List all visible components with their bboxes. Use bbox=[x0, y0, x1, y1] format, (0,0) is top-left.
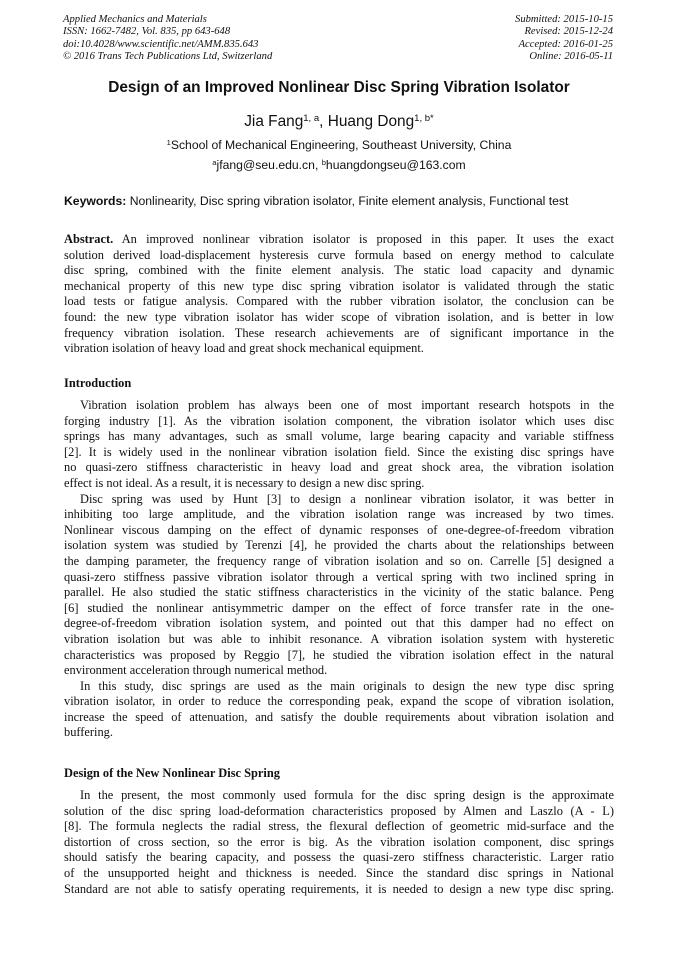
affiliation-sup: 1 bbox=[166, 137, 171, 147]
text-line: forging industry [1]. As the vibration isolation component, the vibration isolator which uses disc bbox=[64, 413, 614, 428]
affiliation-text: School of Mechanical Engineering, Southeast University, China bbox=[170, 138, 512, 152]
text-line: In the present, the most commonly used formula for the disc spring design is the approximate bbox=[80, 788, 614, 802]
text-line: frequency vibration isolation. These research achievements are of significant importance in the bbox=[64, 325, 614, 340]
section-design bbox=[64, 788, 614, 897]
revised-date: Revised: 2015-12-24 bbox=[524, 26, 613, 38]
text-line: In this study, disc springs are used as the main originals to design the new type disc spring bbox=[80, 678, 614, 693]
text-line: Standard are not able to satisfy operating requirements, it is needed to design a new type disc spring. bbox=[64, 881, 614, 896]
text-line: [6] studied the nonlinear antisymmetric damper on the effect of force transfer rate in the one- bbox=[64, 600, 614, 615]
text-line bbox=[64, 232, 614, 248]
text-line: solution derived load-displacement hysteresis curve formula based on energy method to calculate bbox=[64, 247, 614, 262]
emails bbox=[0, 158, 678, 172]
doi: doi:10.4028/www.scientific.net/AMM.835.643 bbox=[63, 38, 259, 50]
text-line: distortion of cross section, so the error is big. As the vibration isolation component, disc springs bbox=[64, 834, 614, 849]
author-sup: 1, a bbox=[303, 112, 320, 124]
text-line: vibration isolation but was able to inhibit resonance. A vibration isolation system with hysteretic bbox=[64, 631, 614, 646]
text-line: degree-of-freedom vibration isolation system, and pointed out that this damper had no effect on bbox=[64, 616, 614, 631]
affiliation bbox=[0, 138, 678, 152]
keywords-label: Keywords: bbox=[64, 194, 127, 208]
email-sup: a bbox=[212, 157, 217, 167]
abstract-text: An improved nonlinear vibration isolator is proposed in this paper. It uses the exact bbox=[113, 232, 614, 246]
keywords-text: Nonlinearity, Disc spring vibration isolator, Finite element analysis, Functional test bbox=[126, 194, 569, 208]
text-line: solution of the disc spring load-deformation characteristics proposed by Almen and Laszlo (A - L) bbox=[64, 803, 614, 818]
email-sup: b bbox=[321, 157, 326, 167]
section-introduction bbox=[64, 398, 614, 741]
text-line: load tests or fatigue analysis. Compared with the rubber vibration isolator, the conclusion can be bbox=[64, 294, 614, 309]
text-line: springs has many advantages, such as small volume, large bearing capacity and variable stiffness bbox=[64, 429, 614, 444]
author-sep: , bbox=[319, 113, 328, 130]
journal-info bbox=[63, 14, 272, 63]
section-heading-design: Design of the New Nonlinear Disc Spring bbox=[64, 766, 280, 780]
text-line: [2]. It is widely used in the nonlinear vibration isolation field. Since the existing disc springs have bbox=[64, 444, 614, 459]
author-sup: 1, b* bbox=[414, 112, 434, 124]
authors bbox=[0, 113, 678, 131]
text-line: vibration isolator, in order to reduce the corresponding peak, expand the scope of vibration isolation, bbox=[64, 694, 614, 709]
text-line: found: the new type vibration isolator has wider scope of vibration isolation, and is better in low bbox=[64, 309, 614, 324]
section-heading-introduction: Introduction bbox=[64, 376, 132, 390]
text-line: increase the speed of attenuation, and satisfy the double requirements about vibration isolation and bbox=[64, 709, 614, 724]
author-name: Jia Fang bbox=[244, 113, 304, 130]
text-line: characteristics was proposed by Reggio [7], he studied the vibration isolation effect in the natural bbox=[64, 647, 614, 662]
online-date: Online: 2016-05-11 bbox=[529, 50, 613, 62]
email-sep: , bbox=[314, 158, 322, 172]
text-line: no quasi-zero stiffness characteristic in heavy load and great shock area, the vibration isolation bbox=[64, 460, 614, 475]
text-line: the damping parameter, the frequency range of vibration isolation and so on. Carrelle [5] designed a bbox=[64, 553, 614, 568]
text-line: Disc spring was used by Hunt [3] to design a nonlinear vibration isolator, it was better in bbox=[80, 491, 614, 506]
abstract bbox=[64, 232, 614, 357]
keywords bbox=[64, 194, 568, 208]
issn: ISSN: 1662-7482, Vol. 835, pp 643-648 bbox=[63, 26, 231, 38]
text-line: [8]. The formula neglects the radial stress, the flexural deflection of geometric mid-surface and the bbox=[64, 819, 614, 834]
text-line: inhibiting too large amplitude, and the vibration isolation range was increased by two times. bbox=[64, 507, 614, 522]
author-name: Huang Dong bbox=[327, 113, 415, 130]
text-line: Vibration isolation problem has always been one of most important research hotspots in the bbox=[80, 398, 614, 412]
text-line: quasi-zero stiffness passive vibration isolator through a vertical spring with two inclined spring in bbox=[64, 569, 614, 584]
text-line: of the unsupported height and thickness is needed. Since the standard disc springs in National bbox=[64, 865, 614, 880]
paper-title: Design of an Improved Nonlinear Disc Spring Vibration Isolator bbox=[108, 79, 570, 96]
abstract-label: Abstract. bbox=[64, 232, 114, 246]
email-link[interactable]: jfang@seu.edu.cn bbox=[216, 158, 315, 172]
text-line: disc spring, combined with the finite element analysis. The static load capacity and dynamic bbox=[64, 263, 614, 278]
text-line: should satisfy the bearing capacity, and possess the quasi-zero stiffness characteristic. Larger ratio bbox=[64, 850, 614, 865]
email-link[interactable]: huangdongseu@163.com bbox=[325, 158, 466, 172]
text-line: environment acceleration through numerical method. bbox=[64, 663, 328, 678]
text-line: mechanical property of this new type disc spring vibration isolator is validated through the static bbox=[64, 278, 614, 293]
accepted-date: Accepted: 2016-01-25 bbox=[518, 38, 613, 50]
copyright: © 2016 Trans Tech Publications Ltd, Switzerland bbox=[63, 50, 273, 62]
dates-info bbox=[515, 14, 613, 63]
submitted-date: Submitted: 2015-10-15 bbox=[515, 14, 613, 25]
text-line: isolation system was studied by Terenzi [4], he provided the charts about the relationships between bbox=[64, 538, 614, 553]
text-line: vibration isolation of heavy load and great shock mechanical equipment. bbox=[64, 341, 424, 356]
journal-name: Applied Mechanics and Materials bbox=[63, 14, 207, 25]
text-line: effect is not ideal. As a result, it is necessary to design a new disc spring. bbox=[64, 475, 425, 490]
text-line: parallel. He also studied the static stiffness characteristics in the vicinity of the static balance. Peng bbox=[64, 585, 614, 600]
text-line: Nonlinear viscous damping on the effect of dynamic responses of one-degree-of-freedom vibration bbox=[64, 522, 614, 537]
text-line: buffering. bbox=[64, 725, 113, 740]
